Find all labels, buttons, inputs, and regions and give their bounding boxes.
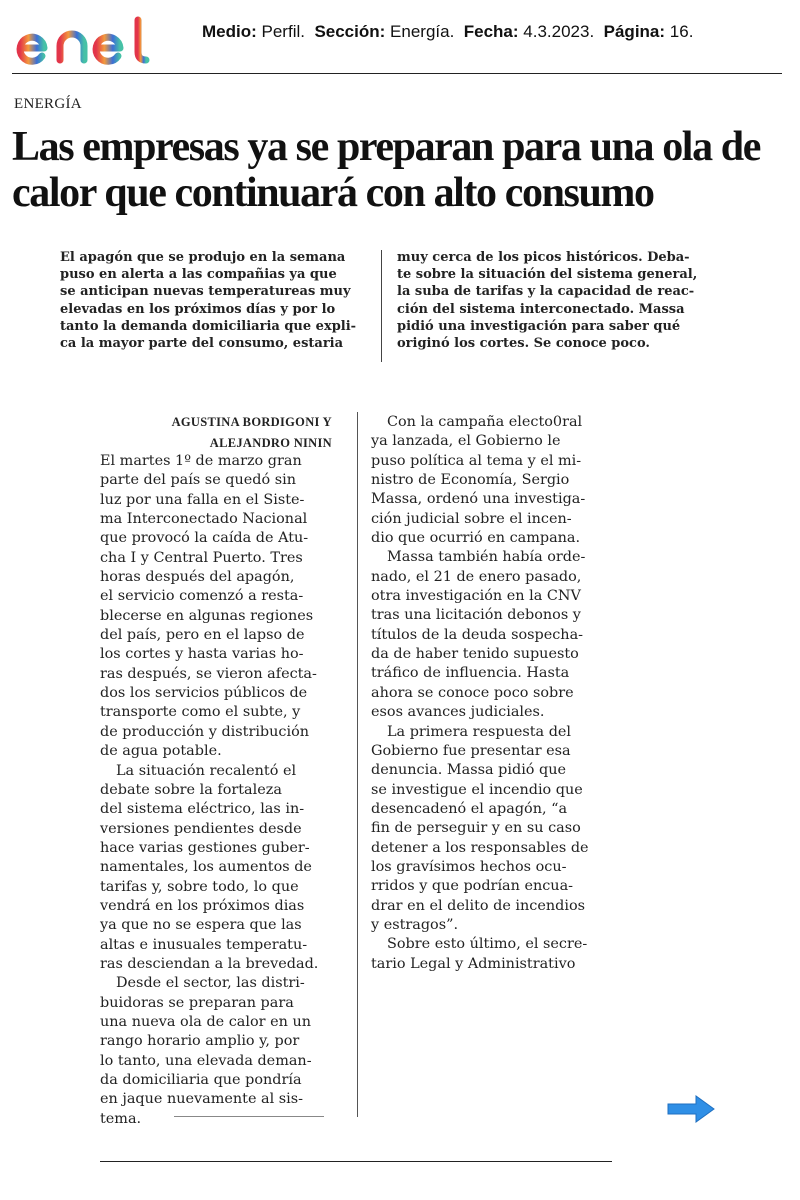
body-line: de producción y distribución <box>100 723 310 740</box>
lead-line: originó los cortes. Se conoce poco. <box>397 336 650 352</box>
body-line: una nueva ola de calor en un <box>100 1013 312 1030</box>
body-line: que provocó la caída de Atu- <box>100 530 309 547</box>
body-line: Con la campaña electo0ral <box>387 414 583 430</box>
body-line: rango horario amplio y, por <box>100 1033 300 1050</box>
body-line: nado, el 21 de enero pasado, <box>371 568 582 585</box>
body-line: drar en el delito de incendios <box>371 897 586 914</box>
body-line: lo tanto, una elevada deman- <box>100 1052 312 1069</box>
lead-line: pidió una investigación para saber qué <box>397 318 681 334</box>
body-line: puso política al tema y el mi- <box>371 452 582 469</box>
body-line: títulos de la deuda sospecha- <box>371 626 584 643</box>
medio-value: Perfil. <box>261 22 305 41</box>
body-line: ma Interconectado Nacional <box>100 511 308 528</box>
body-line: namentales, los aumentos de <box>100 859 312 876</box>
body-line: parte del país se quedó sin <box>100 472 296 489</box>
body-line: Desde el sector, las distri- <box>116 975 305 992</box>
lead-line: puso en alerta a las compañias ya que <box>60 267 337 283</box>
byline-author: AGUSTINA BORDIGONI Y <box>171 415 332 429</box>
header-divider <box>12 73 782 74</box>
lead-line: El apagón que se produjo en la semana <box>60 250 346 265</box>
body-line: tráfico de influencia. Hasta <box>371 665 570 682</box>
footer-divider <box>100 1161 612 1162</box>
body-line: Sobre esto último, el secre- <box>387 936 588 953</box>
body-line: ahora se conoce poco sobre <box>371 684 574 701</box>
body-line: hace varias gestiones guber- <box>100 839 310 856</box>
body-line: otra investigación en la CNV <box>371 588 581 605</box>
lead-line: la suba de tarifas y la capacidad de reac- <box>397 284 695 300</box>
body-line: detener a los responsables de <box>371 839 589 856</box>
body-line: fin de perseguir y en su caso <box>371 820 581 837</box>
body-line: da domiciliaria que pondría <box>100 1072 302 1088</box>
body-line: del sistema eléctrico, las in- <box>100 801 305 818</box>
body-line: La primera respuesta del <box>387 723 572 740</box>
pagina-value: 16. <box>669 22 694 41</box>
body-line: ya lanzada, el Gobierno le <box>371 433 561 450</box>
body-line: de agua potable. <box>100 743 222 760</box>
lead-line: te sobre la situación del sistema general, <box>397 267 698 283</box>
fecha-label: Fecha: <box>463 22 519 41</box>
lead-column-left <box>60 249 366 352</box>
body-line: luz por una falla en el Siste- <box>100 491 305 508</box>
lead-line: se anticipan nuevas temperatureas muy <box>60 284 351 300</box>
article-headline: Las empresas ya se preparan para una ola de calor que continuará con alto consumo <box>12 124 760 216</box>
body-line: tras una licitación debonos y <box>371 607 581 624</box>
enel-logo <box>14 12 174 72</box>
body-line: ya que no se espera que las <box>100 917 302 934</box>
body-line: se investigue el incendio que <box>371 781 583 798</box>
lead-line: ción del sistema interconectado. Massa <box>397 301 685 317</box>
column-divider <box>357 412 358 1117</box>
body-line: ras después, se vieron afecta- <box>100 665 317 682</box>
byline <box>158 412 332 454</box>
body-line: buidoras se preparan para <box>100 994 294 1011</box>
press-clipping-meta <box>202 22 693 42</box>
body-line: Massa también había orde- <box>387 549 586 566</box>
body-line: blecerse en algunas regiones <box>100 607 314 624</box>
body-line: tema. <box>100 1110 142 1127</box>
body-line: tario Legal y Administrativo <box>371 955 576 972</box>
body-line: da de haber tenido supuesto <box>371 646 579 663</box>
lead-line: muy cerca de los picos históricos. Deba- <box>397 250 690 265</box>
body-line: rridos y que podrían encua- <box>371 878 574 895</box>
byline-author: ALEJANDRO NININ <box>209 436 332 450</box>
lead-line: elevadas en los próximos días y por lo <box>60 301 336 317</box>
body-line: desencadenó el apagón, “a <box>371 800 568 817</box>
body-line: nistro de Economía, Sergio <box>371 472 570 489</box>
article-section: ENERGÍA <box>14 96 82 112</box>
pagina-label: Página: <box>603 22 666 41</box>
body-line: horas después del apagón, <box>100 569 295 586</box>
fecha-value: 4.3.2023. <box>523 22 595 41</box>
body-line: Massa, ordenó una investiga- <box>371 491 586 508</box>
lead-column-right <box>383 249 707 352</box>
body-line: La situación recalentó el <box>116 762 297 779</box>
arrow-right-icon[interactable] <box>666 1094 716 1124</box>
body-line: Gobierno fue presentar esa <box>371 742 571 759</box>
seccion-label: Sección: <box>314 22 386 41</box>
body-line: esos avances judiciales. <box>371 704 545 721</box>
seccion-value: Energía. <box>390 22 455 41</box>
body-line: ción judicial sobre el incen- <box>371 510 572 527</box>
lead-line: ca la mayor parte del consumo, estaria <box>60 336 344 352</box>
body-column-left <box>100 452 332 1129</box>
body-line: los cortes y hasta varias ho- <box>100 646 304 663</box>
column-end-rule <box>174 1116 324 1117</box>
body-line: El martes 1º de marzo gran <box>100 453 302 469</box>
body-line: los gravísimos hechos ocu- <box>371 858 567 875</box>
body-line: y estragos”. <box>371 916 459 933</box>
body-line: del país, pero en el lapso de <box>100 627 305 644</box>
lead-divider <box>381 250 382 362</box>
body-line: cha I y Central Puerto. Tres <box>100 549 303 566</box>
body-line: altas e inusuales temperatu- <box>100 936 308 953</box>
body-line: denuncia. Massa pidió que <box>371 762 567 779</box>
lead-line: tanto la demanda domiciliaria que expli- <box>60 318 357 334</box>
body-line: dio que ocurrió en campana. <box>371 530 581 547</box>
body-line: el servicio comenzó a resta- <box>100 588 304 605</box>
body-line: tarifas y, sobre todo, lo que <box>100 878 299 895</box>
body-line: transporte como el subte, y <box>100 704 301 721</box>
body-line: dos los servicios públicos de <box>100 685 308 702</box>
medio-label: Medio: <box>202 22 257 41</box>
body-column-right <box>371 413 603 974</box>
body-line: en jaque nuevamente al sis- <box>100 1091 304 1108</box>
body-line: ras desciendan a la brevedad. <box>100 955 319 972</box>
body-line: versiones pendientes desde <box>100 820 302 837</box>
body-line: vendrá en los próximos dias <box>100 897 305 914</box>
body-line: debate sobre la fortaleza <box>100 781 282 798</box>
